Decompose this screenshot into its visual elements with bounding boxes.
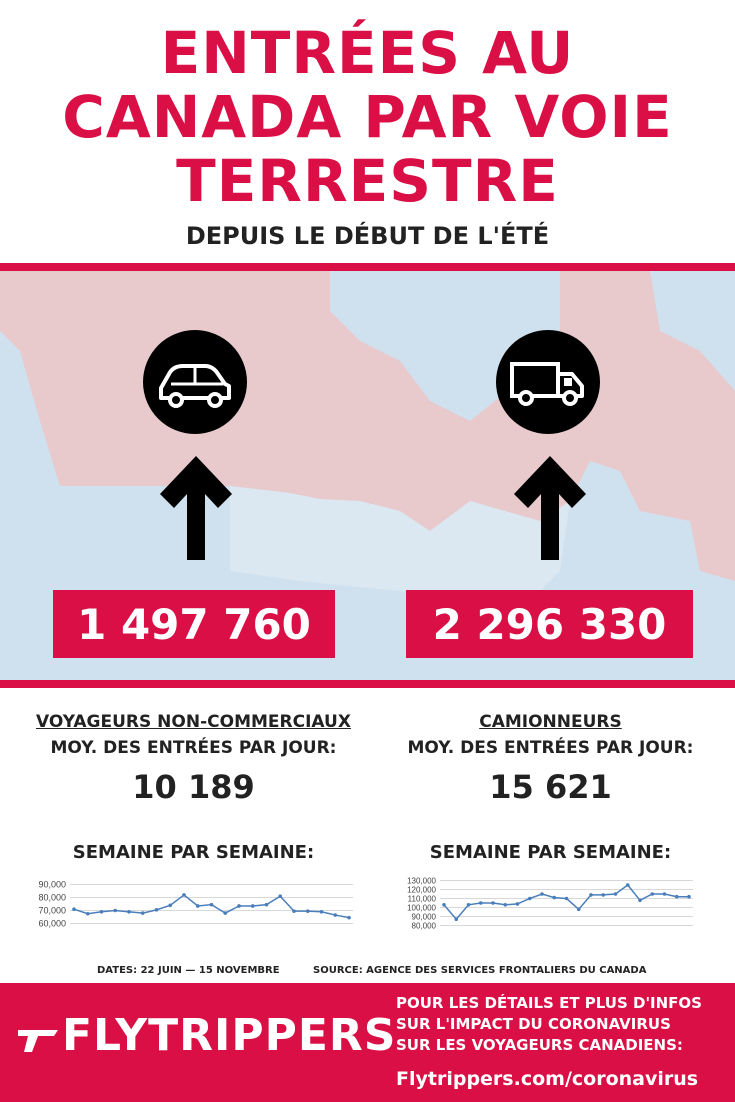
page-title-line-2: CANADA PAR VOIE — [62, 83, 673, 151]
y-tick-label: 90,000 — [411, 912, 436, 922]
data-point — [503, 903, 507, 907]
page-subtitle: DEPUIS LE DÉBUT DE L'ÉTÉ — [185, 222, 550, 250]
car-icon-badge — [143, 330, 247, 434]
data-point — [516, 902, 520, 906]
website-link[interactable]: Flytrippers.com/coronavirus — [396, 1068, 699, 1090]
label-non-commercial: VOYAGEURS NON-COMMERCIAUX — [36, 712, 351, 732]
data-point — [86, 912, 90, 916]
data-point — [675, 895, 679, 899]
y-tick-label: 120,000 — [407, 885, 436, 895]
avg-value-non-commercial: 10 189 — [132, 768, 255, 806]
source-footnote: SOURCE: AGENCE DES SERVICES FRONTALIERS DU CANADA — [313, 965, 647, 976]
data-point — [491, 901, 495, 905]
truck-icon-badge — [496, 330, 600, 434]
page-title-line-3: TERRESTRE — [176, 147, 559, 215]
data-point — [467, 903, 471, 907]
data-point — [168, 904, 172, 908]
y-tick-label: 90,000 — [38, 879, 66, 890]
data-point — [552, 896, 556, 900]
data-point — [442, 903, 446, 907]
data-point — [650, 892, 654, 896]
data-point — [454, 917, 458, 921]
data-point — [127, 910, 131, 914]
arrow-up-icon — [510, 452, 590, 562]
data-point — [265, 903, 269, 907]
weekly-chart-non-commercial — [28, 872, 358, 938]
y-tick-label: 60,000 — [38, 918, 66, 929]
data-point — [320, 910, 324, 914]
promo-line: POUR LES DÉTAILS ET PLUS D'INFOS — [396, 994, 702, 1012]
data-point — [251, 904, 255, 908]
data-point — [601, 893, 605, 897]
data-point — [141, 911, 145, 915]
dates-footnote: DATES: 22 JUIN — 15 NOVEMBRE — [97, 965, 280, 976]
arrow-up-icon — [156, 452, 236, 562]
data-point — [210, 903, 214, 907]
total-non-commercial: 1 497 760 — [53, 590, 335, 658]
data-point — [565, 897, 569, 901]
weekly-label-truckers: SEMAINE PAR SEMAINE: — [429, 842, 672, 863]
promo-line: SUR LES VOYAGEURS CANADIENS: — [396, 1036, 683, 1054]
avg-label-truckers: MOY. DES ENTRÉES PAR JOUR: — [407, 738, 694, 758]
flytrippers-logo — [14, 1010, 397, 1061]
data-point — [100, 910, 104, 914]
promo-line: SUR L'IMPACT DU CORONAVIRUS — [396, 1015, 671, 1033]
truck-icon — [496, 330, 600, 434]
data-point — [72, 907, 76, 911]
data-point — [614, 892, 618, 896]
data-point — [687, 895, 691, 899]
data-point — [589, 893, 593, 897]
y-tick-label: 100,000 — [407, 903, 436, 913]
data-point — [237, 904, 241, 908]
promo-text — [396, 993, 702, 1056]
data-point — [540, 892, 544, 896]
y-tick-label: 70,000 — [38, 905, 66, 916]
data-point — [196, 904, 200, 908]
data-point — [333, 913, 337, 917]
data-point — [663, 892, 667, 896]
data-point — [278, 894, 282, 898]
data-point — [155, 908, 159, 912]
data-point — [479, 901, 483, 905]
avg-label-non-commercial: MOY. DES ENTRÉES PAR JOUR: — [50, 738, 337, 758]
y-tick-label: 130,000 — [407, 876, 436, 886]
data-point — [182, 893, 186, 897]
page-title-line-1: ENTRÉES AU — [160, 19, 575, 87]
total-truckers: 2 296 330 — [406, 590, 693, 658]
data-point — [577, 908, 581, 912]
data-point — [113, 909, 117, 913]
y-tick-label: 110,000 — [407, 894, 436, 904]
airplane-icon — [14, 1016, 62, 1056]
data-point — [528, 897, 532, 901]
avg-value-truckers: 15 621 — [489, 768, 612, 806]
weekly-chart-truckers — [398, 872, 698, 938]
car-icon — [143, 330, 247, 434]
data-point — [347, 916, 351, 920]
brand-name: FLYTRIPPERS — [62, 1010, 397, 1061]
y-tick-label: 80,000 — [411, 921, 436, 931]
label-truckers: CAMIONNEURS — [479, 712, 622, 732]
weekly-label-non-commercial: SEMAINE PAR SEMAINE: — [72, 842, 315, 863]
y-tick-label: 80,000 — [38, 892, 66, 903]
data-point — [626, 883, 630, 887]
data-point — [292, 909, 296, 913]
data-point — [306, 909, 310, 913]
data-point — [223, 911, 227, 915]
data-point — [638, 899, 642, 903]
